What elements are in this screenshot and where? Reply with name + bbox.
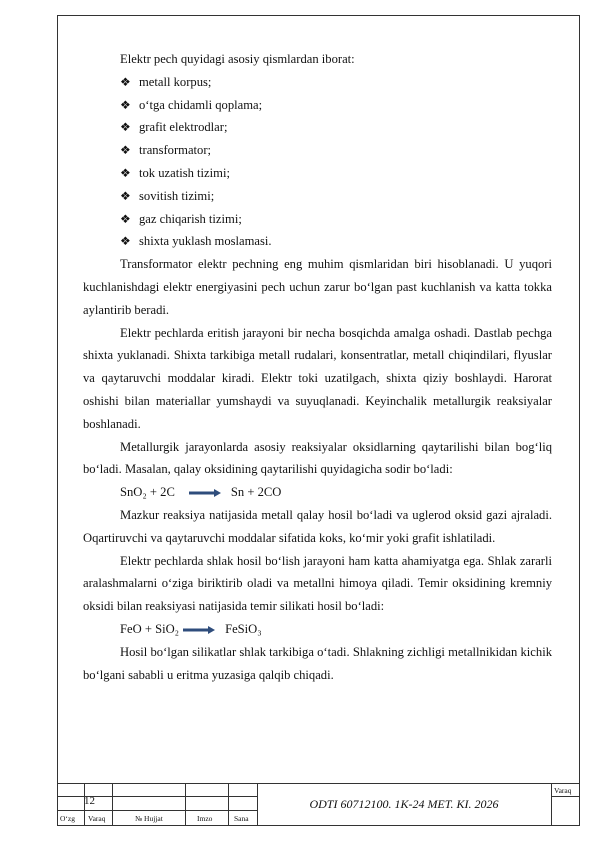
document-body: [83, 48, 552, 686]
diamond-bullet-icon: ❖: [120, 74, 131, 89]
divider: [228, 783, 229, 826]
list-item: ❖ shixta yuklash moslamasi.: [83, 230, 552, 253]
paragraph-transformer: Transformator elektr pechning eng muhim qismlaridan biri hisoblanadi. U yuqori kuchlanishdagi elektr energiyasini pech uchun zarur bo‘lgan past kuchlanish va katta tokka aylantirib beradi.: [83, 257, 552, 317]
column-varaq: Varaq: [88, 814, 106, 823]
diamond-bullet-icon: ❖: [120, 120, 131, 135]
divider: [551, 796, 580, 797]
column-ozg: O‘zg: [60, 814, 75, 823]
divider: [57, 810, 257, 811]
reaction-arrow-icon: [183, 626, 215, 634]
equation-iron-silicate: [83, 618, 552, 641]
equation-reactants: FeO + SiO₂: [120, 621, 180, 636]
diamond-bullet-icon: ❖: [120, 234, 131, 249]
equation-products: Sn + 2CO: [230, 485, 282, 500]
paragraph-silicates: Hosil bo‘lgan silikatlar shlak tarkibiga o‘tadi. Shlakning zichligi metallnikidan kichik bo‘lgani sababli u eritma yuzasiga qalqib chiqadi.: [83, 644, 552, 682]
list-item: ❖ sovitish tizimi;: [83, 185, 552, 208]
paragraph-reaction-result: Mazkur reaksiya natijasida metall qalay hosil bo‘ladi va uglerod oksid gazi ajraladi. Oqartiruvchi va qaytaruvchi moddalar sifatida koks, ko‘mir yoki grafit ishlatiladi.: [83, 507, 552, 545]
list-item: ❖ transformator;: [83, 139, 552, 162]
intro-line: Elektr pech quyidagi asosiy qismlardan iborat:: [120, 52, 355, 66]
equation-reactants: SnO₂ + 2C: [120, 485, 175, 500]
divider: [551, 783, 552, 826]
reaction-arrow-icon: [189, 489, 221, 497]
list-item: ❖ metall korpus;: [83, 71, 552, 94]
divider: [185, 783, 186, 826]
paragraph-reactions: Metallurgik jarayonlarda asosiy reaksiyalar oksidlarning qaytarilishi bilan bog‘liq bo‘ladi. Masalan, qalay oksidining qaytarilishi quyidagicha sodir bo‘ladi:: [83, 439, 552, 477]
column-hujjat: № Hujjat: [135, 814, 163, 823]
divider: [57, 783, 580, 784]
page-number: 12: [84, 795, 95, 807]
list-item: ❖ tok uzatish tizimi;: [83, 162, 552, 185]
diamond-bullet-icon: ❖: [120, 188, 131, 203]
equation-tin-reduction: [83, 481, 552, 504]
column-imzo: Imzo: [197, 814, 213, 823]
diamond-bullet-icon: ❖: [120, 143, 131, 158]
sheet-label: Varaq: [554, 786, 572, 795]
title-block: [57, 783, 580, 826]
divider: [112, 783, 113, 826]
column-sana: Sana: [234, 814, 249, 823]
equation-products: FeSiO₃: [225, 621, 262, 636]
paragraph-slag: Elektr pechlarda shlak hosil bo‘lish jarayoni ham katta ahamiyatga ega. Shlak zararli aralashmalarni o‘ziga biriktirib oladi va metallni himoya qiladi. Temir oksidining kremniy oksidi bilan reaksiyasi natijasida temir silikati hosil bo‘ladi:: [83, 553, 552, 614]
components-list: [83, 71, 552, 253]
document-code: ODTI 60712100. 1K-24 MET. KI. 2026: [309, 797, 499, 811]
list-item: ❖ o‘tga chidamli qoplama;: [83, 94, 552, 117]
list-item: ❖ grafit elektrodlar;: [83, 116, 552, 139]
diamond-bullet-icon: ❖: [120, 165, 131, 180]
diamond-bullet-icon: ❖: [120, 97, 131, 112]
diamond-bullet-icon: ❖: [120, 211, 131, 226]
list-item: ❖ gaz chiqarish tizimi;: [83, 208, 552, 231]
paragraph-melting: Elektr pechlarda eritish jarayoni bir necha bosqichda amalga oshadi. Dastlab pechga shixta yuklanadi. Shixta tarkibiga metall rudalari, konsentratlar, metall chiqindilari, flyuslar va qaytaruvchi moddalar kiradi. Elektr toki uzatilgach, shixta qiziy boshlaydi. Harorat oshishi bilan materiallar yumshaydi va suyuqlanadi. Keyinchalik metallurgik reaksiyalar boshlanadi.: [83, 325, 552, 431]
